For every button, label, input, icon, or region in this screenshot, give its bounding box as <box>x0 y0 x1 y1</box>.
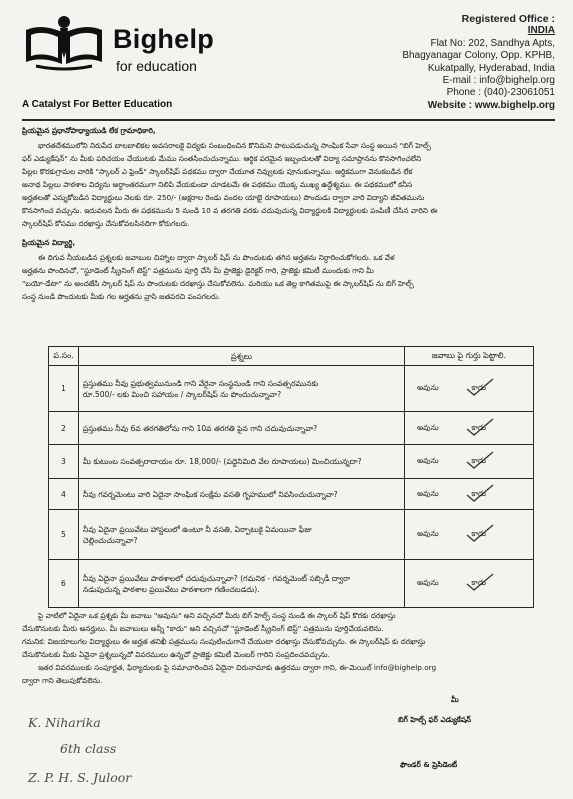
paragraph-line: చేసుకొనుటకు మీకు ఏవైనా ప్రశ్నలున్నచో వివరములు ఉన్నచో ప్రాజెక్టు కమిటీ మెంబర్ గారిని సంప్రదించవచ్చును. <box>22 650 330 659</box>
no-label: కాదు <box>471 529 486 538</box>
handwritten-class: 6th class <box>60 741 117 756</box>
row-number: 1 <box>49 366 79 412</box>
question-line: నీవు ఏదైనా ప్రయివేటు పాఠశాలలో చదువుచున్నావా? (గమనిక - గవర్నమెంట్ సబ్సిడీ ద్వారా <box>82 573 351 583</box>
row-answer <box>404 510 533 560</box>
tick-mark-icon <box>465 483 495 505</box>
tagline: A Catalyst For Better Education <box>22 99 173 110</box>
paragraph-line: ఇతర వివరములకు సంపూర్ణత, ఫిర్యాదులకు పై సమాచారించిన ఏదైనా చిరునామాకు ఉత్తరము ద్వారా గాని, ఈ-మెయిల్ info@bighelp.org <box>38 663 437 672</box>
table-row <box>49 445 534 479</box>
paragraph-line: ద్వారా గాని తెలుపుకోవలెను. <box>22 676 103 685</box>
question-line: ప్రస్తుతము నీవు ప్రభుత్వమునుండి గాని వేరైనా సంస్థనుండి గాని సంవత్సరమునకు <box>82 378 319 388</box>
tick-mark-icon <box>465 377 495 399</box>
question-line: చెల్లించుచున్నావా? <box>82 535 138 545</box>
row-answer <box>404 412 533 445</box>
paragraph-line: గమనిక: విజయాలుగల విద్యార్థులు ఈ అర్హత తనిఖీ పత్రమును సంపుటించుగానే చేయుటా దరఖాస్తు చేసుకోవచ్చును. ఈ స్కాలర్‌షిప్ కు దరఖాస్తు <box>22 637 426 646</box>
row-number: 2 <box>49 412 79 445</box>
sign-off: మీ <box>451 695 459 704</box>
tick-mark-icon <box>465 450 495 472</box>
row-answer <box>404 479 533 510</box>
row-question <box>78 479 404 510</box>
no-label: కాదు <box>471 578 486 587</box>
row-question <box>78 366 404 412</box>
row-answer <box>404 366 533 412</box>
office-phone: Phone : (040)-23061051 <box>446 87 555 99</box>
eligibility-questions-table <box>48 346 534 608</box>
office-email: E-mail : info@bighelp.org <box>442 75 555 87</box>
salutation-student: ప్రియమైన విద్యార్థి, <box>22 238 76 247</box>
registered-office-block <box>345 13 555 112</box>
no-label: కాదు <box>471 383 486 392</box>
paragraph-line: ఫర్ ఎడ్యుకేషన్" ను మీకు పరిచయం చేయుటకు మేము సంతసించుచున్నాము. ఆర్థిక పరమైన ఇబ్బందులతో విద్యా సమాప్తానను కొనసాగించలేని <box>22 154 422 163</box>
column-header-answer: జవాబు పై గుర్తు పెట్టాలి. <box>404 347 533 366</box>
paragraph-line: పిల్లల కొరకుగ్రామల వారికి "స్కాలర్ ఎ ఫ్రెండ్" స్కాలర్‌షిప్ పథకము ద్వారా చేయూత నివ్వుటకు పూనుకున్నాము. ఆర్థికముగా వెనుకబడిన లేక <box>22 167 413 176</box>
office-heading: Registered Office : <box>461 13 555 25</box>
paragraph-line: పై వాటిలో ఏదైనా ఒక ప్రశ్నకు మీ జవాబు "అవును" అని వచ్చినచో మీరు బిగ్ హెల్ప్ సంస్థ నుండి ఈ స్కాలర్ షిప్ కొరకు దరఖాస్తు <box>38 611 396 620</box>
row-number: 4 <box>49 479 79 510</box>
yes-option[interactable]: అవును <box>416 578 439 587</box>
brand-name: Bighelp <box>113 24 215 54</box>
office-address-line: Flat No: 202, Sandhya Apts, <box>430 37 555 49</box>
column-header-question: ప్రశ్నలు <box>78 347 404 366</box>
row-question <box>78 560 404 608</box>
question-line: మీ కుటుంబ సంవత్సరాదాయం రూ. 18,000/- (పద్దెనిమిది వేల రూపాయలు) మించియున్నదా? <box>82 457 362 466</box>
no-label: కాదు <box>471 422 486 432</box>
row-question <box>78 510 404 560</box>
question-line: నీవు ఏదైనా ప్రయివేటు హాస్టలులో ఉంటూ నీ వసతి, ఏర్పాటుకై ఏమయినా ఫీజు <box>82 524 312 534</box>
no-label: కాదు <box>471 456 486 465</box>
office-address-line: Bhagyanagar Colony, Opp. KPHB, <box>402 50 555 62</box>
paragraph-line: కొనసాగించ వచ్చును. ఇదువలన మీరు ఈ పథకమును 5 నుండి 10 వ తరగతి వరకు చదువుచున్న విద్యార్థులకి విద్యార్థులకు పంపిణీ చేసిన వారిని ఈ <box>22 206 438 215</box>
office-website: Website : www.bighelp.org <box>427 99 555 111</box>
handwritten-school: Z. P. H. S. Juloor <box>28 770 132 785</box>
table-row <box>49 412 534 445</box>
salutation-headmaster: ప్రియమైన ప్రధానోపాధ్యాయుడి లేక గ్రామాధికారి, <box>22 126 156 135</box>
office-address-line: Kukatpally, Hyderabad, India <box>427 62 555 74</box>
bighelp-logo-icon <box>22 14 106 72</box>
yes-option[interactable]: అవును <box>416 422 439 432</box>
paragraph-line: స్కాలర్‌షిప్ కోసము దరఖాస్తు చేసుకోవలసినదిగా కోరుగలరు. <box>22 219 190 228</box>
paragraph-line: అర్హతను పొందినచో, "స్టూడెంట్ స్క్రీనింగ్ టెస్ట్" పత్రమును పూర్తి చేసి మీ ప్రాజెక్టు డైరెక్టర్ గారి, ప్రాజెక్టు కమిటీ ముందుకు గాని మీ <box>22 266 374 275</box>
row-number: 6 <box>49 560 79 608</box>
no-label: కాదు <box>471 488 486 498</box>
yes-option[interactable]: అవును <box>416 383 439 392</box>
no-option[interactable] <box>471 489 511 500</box>
question-line: రూ.500/- లకు మించి సహాయం / స్కాలర్‌షిప్ ను పొందుచున్నావా? <box>82 389 282 399</box>
header-divider <box>22 119 555 121</box>
no-option[interactable] <box>471 529 511 540</box>
paragraph-line: అర్హతలతో ఎన్నుకోబడిన విద్యార్థులు నెలకు రూ. 250/- (అక్షరాల రెండు వందల యాభై రూపాయలు) పొందుడు ద్వారా వారి విద్యాని జీవితమును <box>22 193 425 202</box>
paragraph-line: చేసుకొనుటకు మీరు అనర్హులు. మీ జవాబులు అన్నీ "కాదు" అని వచ్చినచో "స్టూడెంట్ స్క్రీనింగ్ టెస్ట్" పత్రమును పూర్తిచేయవలెను. <box>22 624 384 633</box>
no-option[interactable] <box>471 383 511 394</box>
table-row <box>49 366 534 412</box>
no-option[interactable] <box>471 423 511 434</box>
table-row <box>49 560 534 608</box>
paragraph-line: "బయో-డేటా" ను అందజేసి స్కాలర్ షిప్ ను పొందుటకు దరఖాస్తు చేసుకోవలెను. మరియు ఒక తెల్ల కాగితముపై ఈ స్కాలర్‌షిప్ ను బిగ్ హెల్ప్ <box>22 279 414 288</box>
paragraph-line: భారతదేశములోని నిరుపేద బాలబాలికల అవసరాలకై విద్యకు సంబంధించిన కొనిమని పాటుపడుచున్న సాంఘిక సేవా సంస్థ అయిన "బిగ్ హెల్ప్ <box>38 141 431 150</box>
handwritten-student-name: K. Niharika <box>28 715 101 730</box>
yes-option[interactable]: అవును <box>416 529 439 538</box>
table-header-row <box>49 347 534 366</box>
paragraph-line: అనాథ పిల్లలు పాఠశాల విద్యను అర్థాంతరముగా నిలిపి వేయకుండా చూడటమే ఈ పథకము యొక్క ముఖ్య ఉద్దేశ్యము. ఈ పథకములో కనీస <box>22 180 413 189</box>
table-row <box>49 510 534 560</box>
row-question <box>78 412 404 445</box>
tick-mark-icon <box>465 523 495 545</box>
paragraph-line: ఈ దిగువ నీయబడిన ప్రశ్నలకు జవాబుల చిహ్నాల ద్వారా స్కాలర్ షిప్ ను పొందుటకు తగిన అర్హతను నిర్ధారించుకోగలరు. ఒక వేళ <box>38 253 395 262</box>
office-country: INDIA <box>527 25 555 37</box>
question-line: నీవు గవర్నమెంటు వారి ఏదైనా సాంఘిక సంక్షేమ వసతి గృహములో నివసించుచున్నావా? <box>82 489 338 499</box>
table-row <box>49 479 534 510</box>
no-option[interactable] <box>471 456 511 467</box>
row-number: 5 <box>49 510 79 560</box>
row-answer <box>404 445 533 479</box>
question-line: నడుపుచున్న పాఠశాల ప్రయివేటు పాఠశాలగా గణించబడదు). <box>82 584 260 594</box>
row-question <box>78 445 404 479</box>
yes-option[interactable]: అవును <box>416 488 439 498</box>
row-answer <box>404 560 533 608</box>
paragraph-line: సంస్థ నుండి పొందుటకు మీకు గల అర్హతను వ్రాసి జతపరచి పంపగలరు. <box>22 292 221 301</box>
tick-mark-icon <box>465 417 495 439</box>
question-line: ప్రస్తుతము నీవు 6వ తరగతిలోను గాని 10వ తరగతి పైన గాని చదువుచున్నావా? <box>82 423 318 433</box>
brand-subtitle: for education <box>116 58 197 74</box>
column-header-number: ప.సం. <box>49 347 79 366</box>
signatory-organisation: బిగ్ హెల్ప్ ఫర్ ఎడ్యుకేషన్ <box>398 715 472 724</box>
signatory-title: ఫౌండర్ & ప్రెసిడెంట్ <box>400 760 458 769</box>
row-number: 3 <box>49 445 79 479</box>
yes-option[interactable]: అవును <box>416 456 439 465</box>
tick-mark-icon <box>465 572 495 594</box>
no-option[interactable] <box>471 578 511 589</box>
